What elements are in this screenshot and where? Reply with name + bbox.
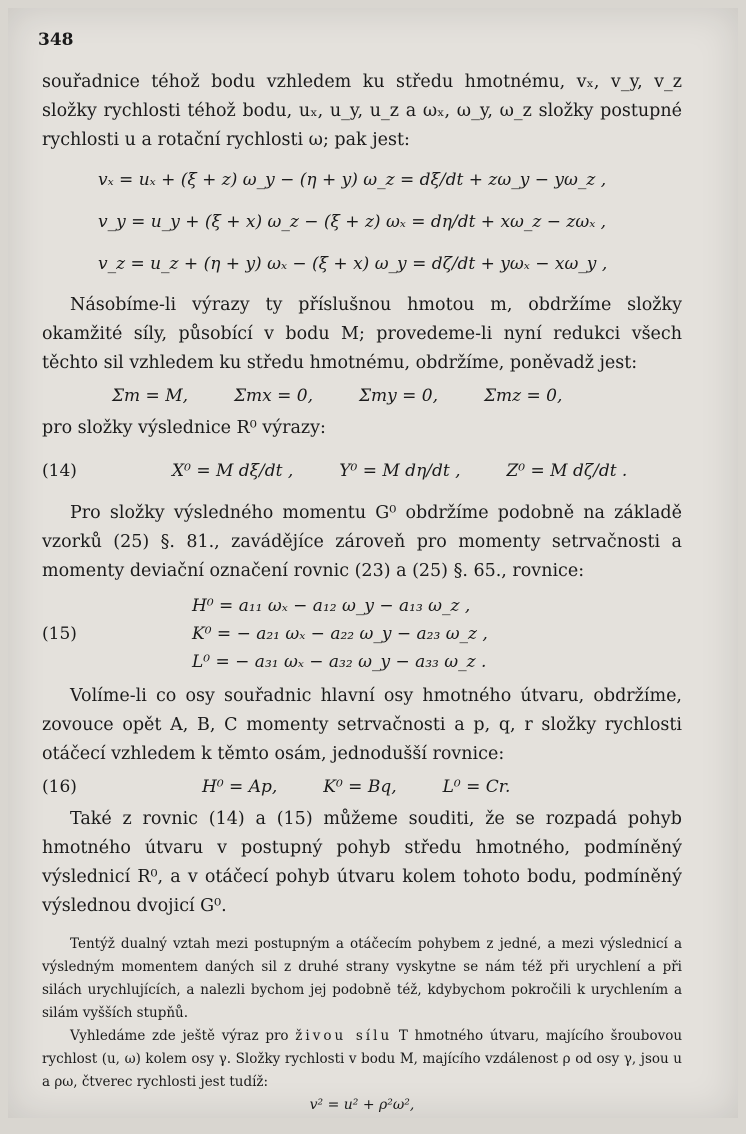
equation-16 <box>42 769 682 805</box>
equation-14-x: X⁰ = M dξ/dt , <box>172 461 294 481</box>
velocity-equations <box>42 159 682 285</box>
sum-m: Σm = M, <box>112 386 189 406</box>
page-number: 348 <box>38 30 74 50</box>
equation-16-l: L⁰ = Cr. <box>442 777 511 797</box>
equation-15-lines <box>192 592 488 676</box>
note-kinetic-energy-start: Vyhledáme zde ještě výraz pro <box>70 1028 289 1044</box>
equation-vx: vₓ = uₓ + (ξ + z) ω_y − (η + y) ω_z = dξ/dt + zω_y − yω_z , <box>98 170 607 190</box>
paragraph-principal-axes: Volíme-li co osy souřadnic hlavní osy hmotného útvaru, obdržíme, zovouce opět A, B, C momenty setrvačnosti a p, q, r složky rychlosti otáčecí vzhledem k těmto osám, jednodušší rovnice: <box>42 686 682 764</box>
sum-mz: Σmz = 0, <box>484 386 563 406</box>
equation-16-h: H⁰ = Ap, <box>202 777 278 797</box>
equation-15 <box>42 592 682 676</box>
equation-velocity-square: v² = u² + ρ²ω², <box>309 1097 415 1113</box>
note-kinetic-energy-rest: T hmotného útvaru, majícího šroubovou rychlost (u, ω) kolem osy γ. Složky rychlosti v bodu M, majícího vzdálenost ρ od osy γ, jsou u a ρω, čtverec rychlosti jest tudíž: <box>42 1028 683 1090</box>
equation-15-number: (15) <box>42 624 77 644</box>
equation-14-y: Y⁰ = M dη/dt , <box>339 461 461 481</box>
equation-15-h: H⁰ = a₁₁ ωₓ − a₁₂ ω_y − a₁₃ ω_z , <box>192 596 471 616</box>
equation-14-number: (14) <box>42 461 77 481</box>
equation-14 <box>42 453 682 489</box>
equation-vy: v_y = u_y + (ξ + x) ω_z − (ξ + z) ωₓ = dη/dt + xω_z − zωₓ , <box>98 212 607 232</box>
equation-15-l: L⁰ = − a₃₁ ωₓ − a₃₂ ω_y − a₃₃ ω_z . <box>192 652 487 672</box>
equation-14-z: Z⁰ = M dζ/dt . <box>506 461 628 481</box>
note-kinetic-energy-term: živou sílu <box>295 1028 393 1044</box>
note-dual-relation: Tentýž dualný vztah mezi postupným a otáčecím pohybem z jedné, a mezi výslednicí a výsledným momentem daných sil z druhé strany vyskytne se nám též při urychlení a při silách urychlujících, a nalezli bychom jej podobně též, kdybychom pokročili k urychlením a silám vyšších stupňů. <box>42 936 682 1021</box>
paragraph-multiply: Násobíme-li výrazy ty příslušnou hmotou m, obdržíme složky okamžité síly, působící v bodu M; provedeme-li nyní redukci všech těchto sil vzhledem ku středu hmotnému, obdržíme, poněvadž jest: <box>42 295 682 373</box>
paragraph-resultant: pro složky výslednice R⁰ výrazy: <box>42 418 326 438</box>
note-kinetic-energy <box>42 1025 682 1094</box>
equation-16-k: K⁰ = Bq, <box>323 777 397 797</box>
paragraph-conclusion: Také z rovnic (14) a (15) můžeme souditi, že se rozpadá pohyb hmotného útvaru v postupný pohyb středu hmotného, podmíněný výslednicí R⁰, a v otáčecí pohyb útvaru kolem tohoto bodu, podmíněný výslednou dvojicí G⁰. <box>42 809 682 916</box>
equation-16-number: (16) <box>42 777 77 797</box>
sum-my: Σmy = 0, <box>359 386 439 406</box>
equation-15-k: K⁰ = − a₂₁ ωₓ − a₂₂ ω_y − a₂₃ ω_z , <box>192 624 488 644</box>
equation-vz: v_z = u_z + (η + y) ωₓ − (ξ + x) ω_y = dζ/dt + yωₓ − xω_y , <box>98 254 608 274</box>
book-page <box>8 8 738 1118</box>
sum-mx: Σmx = 0, <box>234 386 314 406</box>
page-body <box>42 68 682 1116</box>
sum-equations <box>42 378 682 414</box>
paragraph-moment: Pro složky výsledného momentu G⁰ obdržíme podobně na základě vzorků (25) §. 81., zavádějíce zároveň pro momenty setrvačnosti a momenty deviační označení rovnic (23) a (25) §. 65., rovnice: <box>42 503 682 581</box>
paragraph-intro: souřadnice téhož bodu vzhledem ku středu hmotnému, vₓ, v_y, v_z složky rychlosti téhož bodu, uₓ, u_y, u_z a ωₓ, ω_y, ω_z složky postupné rychlosti u a rotační rychlosti ω; pak jest: <box>42 72 682 150</box>
